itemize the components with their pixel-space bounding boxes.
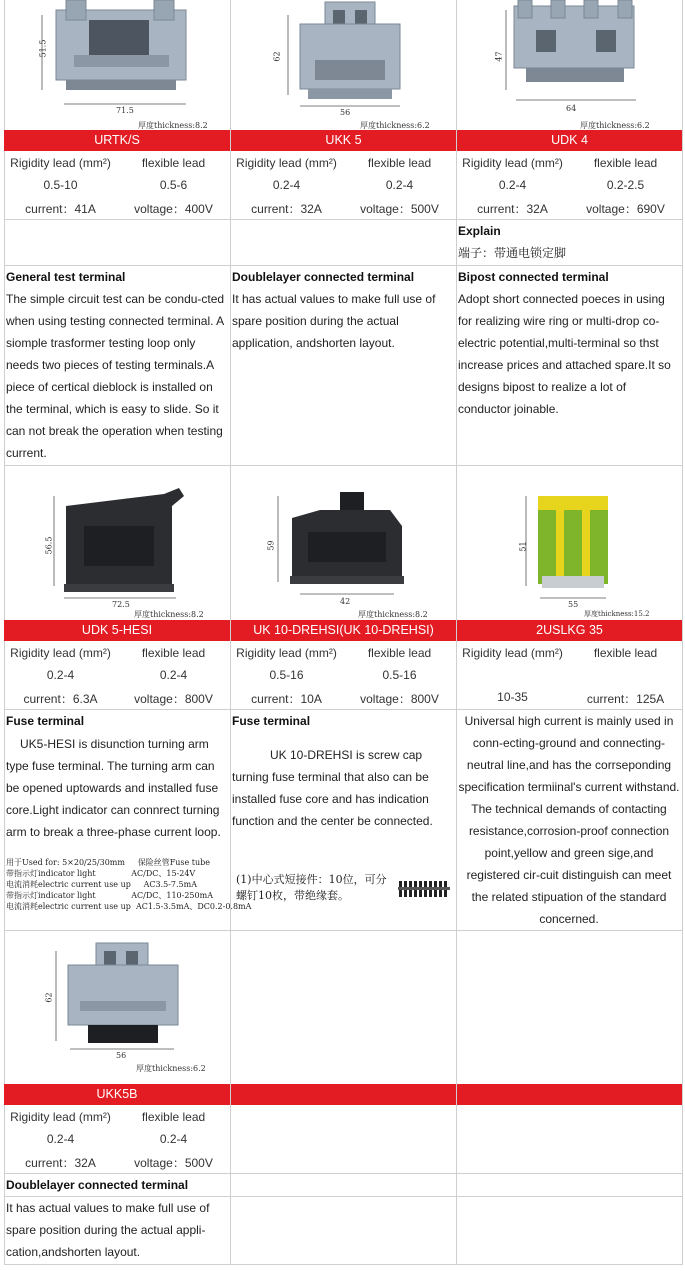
product-image-udk4 bbox=[456, 0, 682, 130]
height-dimension: 56.5 bbox=[44, 536, 54, 555]
voltage-rating: voltage：800V bbox=[134, 692, 213, 706]
rigid-lead-value: 0.2-4 bbox=[46, 1132, 75, 1146]
thickness-label: 厚度thickness:6.2 bbox=[136, 1064, 206, 1073]
flexible-lead-label: flexible lead bbox=[367, 156, 432, 170]
grid-line bbox=[4, 1264, 682, 1265]
product-name-bar: UK 10-DREHSI(UK 10-DREHSI) bbox=[231, 620, 456, 641]
voltage-rating: voltage：800V bbox=[360, 692, 439, 706]
height-dimension: 62 bbox=[272, 51, 282, 62]
description: It has actual values to make full use of spare position during the actual appli-cation,andshorten layout. bbox=[6, 1201, 210, 1259]
terminal-illustration bbox=[4, 466, 230, 620]
product-image-udk5-hesi bbox=[4, 466, 230, 620]
thickness-label: 厚度thickness:8.2 bbox=[134, 610, 204, 619]
current-rating: current：6.3A bbox=[23, 692, 98, 706]
explain-label: Explain bbox=[458, 224, 501, 238]
flexible-lead-label: flexible lead bbox=[593, 156, 658, 170]
description: Universal high current is mainly used in conn-ecting-ground and connecting-neutral line,and has the corrseponding specification termiinal's current withstand. The technical demands of contacting resistance,corrosion-proof connection point,yellow and green sige,and registered cir-cuit distinguish can meet the related stipuation of the standard concerned. bbox=[458, 714, 680, 926]
product-name-bar: UDK 5-HESI bbox=[4, 620, 230, 641]
flexible-lead-label: flexible lead bbox=[593, 646, 658, 660]
voltage-rating: voltage：500V bbox=[134, 1156, 213, 1170]
product-image-2uslkg35 bbox=[456, 466, 682, 620]
product-name-bar: UDK 4 bbox=[457, 130, 682, 151]
fuse-notes: (1)中心式短接件：10位，可分螺钉10枚，带绝缘套。 bbox=[236, 873, 387, 902]
flexible-lead-label: flexible lead bbox=[141, 646, 206, 660]
empty-red-bar bbox=[457, 1084, 682, 1105]
current-rating: current：32A bbox=[477, 202, 548, 216]
height-dimension: 47 bbox=[494, 51, 504, 62]
rigid-lead-label: Rigidity lead (mm²) bbox=[10, 1110, 111, 1124]
section-title: Doublelayer connected terminal bbox=[232, 270, 415, 284]
rigid-lead-value: 0.2-4 bbox=[46, 668, 75, 682]
width-dimension: 72.5 bbox=[112, 600, 130, 609]
thickness-label: 厚度thickness:15.2 bbox=[584, 610, 650, 618]
height-dimension: 62 bbox=[44, 992, 54, 1003]
rigid-lead-label: Rigidity lead (mm²) bbox=[10, 646, 111, 660]
empty-red-bar bbox=[231, 1084, 456, 1105]
grid-line bbox=[4, 265, 682, 266]
section-title: Fuse terminal bbox=[232, 714, 311, 728]
height-dimension: 51.5 bbox=[38, 39, 48, 58]
rigid-lead-value: 0.2-4 bbox=[498, 178, 527, 192]
connector-strip-icon bbox=[398, 878, 452, 903]
rigid-lead-value: 10-35 bbox=[497, 690, 528, 704]
terminal-illustration bbox=[4, 931, 230, 1083]
description: It has actual values to make full use of spare position during the actual application, andshorten layout. bbox=[232, 292, 436, 350]
width-dimension: 64 bbox=[566, 104, 577, 113]
rigid-lead-label: Rigidity lead (mm²) bbox=[236, 646, 337, 660]
section-title: Bipost connected terminal bbox=[458, 270, 609, 284]
description: The simple circuit test can be condu-cted when using testing connected terminal. A siomple trasformer testing loop only needs two pieces of testing terminals.A piece of certical dieblock is installed on the terminal, which is easy to slide. So it can not break the operation when testing current. bbox=[6, 292, 225, 460]
flexible-lead-value: 0.2-4 bbox=[159, 1132, 188, 1146]
rigid-lead-label: Rigidity lead (mm²) bbox=[236, 156, 337, 170]
height-dimension: 51 bbox=[518, 541, 528, 552]
product-name-bar: 2USLKG 35 bbox=[457, 620, 682, 641]
flexible-lead-value: 0.5-6 bbox=[159, 178, 188, 192]
flexible-lead-label: flexible lead bbox=[141, 156, 206, 170]
current-rating: current：41A bbox=[25, 202, 96, 216]
width-dimension: 56 bbox=[116, 1051, 127, 1060]
grid-line bbox=[4, 1173, 682, 1174]
current-rating: current：10A bbox=[251, 692, 322, 706]
width-dimension: 42 bbox=[340, 597, 351, 606]
product-image-ukk5 bbox=[230, 0, 456, 130]
product-image-uk10-drehsi bbox=[230, 466, 456, 620]
product-name-bar: UKK 5 bbox=[231, 130, 456, 151]
voltage-rating: voltage：400V bbox=[134, 202, 213, 216]
thickness-label: 厚度thickness:8.2 bbox=[138, 121, 208, 130]
product-name-bar: URTK/S bbox=[4, 130, 230, 151]
flexible-lead-value: 0.2-2.5 bbox=[606, 178, 645, 192]
voltage-rating: voltage：690V bbox=[586, 202, 665, 216]
fuse-notes: 用于Used for: 5×20/25/30mm 保险丝管Fuse tube 带指示灯indicator light AC/DC、15-24V 电流消耗electric current use up AC3.5-7.5mA 带指示灯indicator light AC/DC、110-250mA 电流消耗electric current use up AC1.5-3.5mA、DC0.2-0.8mA bbox=[6, 858, 252, 911]
terminal-illustration bbox=[456, 466, 682, 620]
rigid-lead-value: 0.5-10 bbox=[43, 178, 78, 192]
width-dimension: 55 bbox=[568, 600, 579, 609]
thickness-label: 厚度thickness:8.2 bbox=[358, 610, 428, 619]
rigid-lead-label: Rigidity lead (mm²) bbox=[462, 156, 563, 170]
grid-line bbox=[4, 219, 682, 220]
current-rating: current：125A bbox=[586, 692, 665, 706]
description: UK 10-DREHSI is screw cap turning fuse terminal that also can be installed fuse core and has indication function and the center be connected. bbox=[232, 748, 433, 828]
grid-line bbox=[682, 0, 683, 1265]
explain-text: 端子：带通电锁定脚 bbox=[458, 246, 567, 260]
description: Adopt short connected poeces in using for realizing wire ring or multi-drop co-electric potential,multi-terminal so thst increase prices and attached spare.It so designs bipost to realize a lot of conductor joinable. bbox=[458, 292, 671, 416]
voltage-rating: voltage：500V bbox=[360, 202, 439, 216]
product-image-ukk5b bbox=[4, 931, 230, 1083]
section-title: Doublelayer connected terminal bbox=[6, 1178, 189, 1192]
width-dimension: 56 bbox=[340, 108, 351, 117]
width-dimension: 71.5 bbox=[116, 106, 134, 115]
thickness-label: 厚度thickness:6.2 bbox=[580, 121, 650, 130]
section-title: Fuse terminal bbox=[6, 714, 85, 728]
rigid-lead-label: Rigidity lead (mm²) bbox=[10, 156, 111, 170]
flexible-lead-value: 0.2-4 bbox=[159, 668, 188, 682]
current-rating: current：32A bbox=[25, 1156, 96, 1170]
description: UK5-HESI is disunction turning arm type fuse terminal. The turning arm can be opened uptowards and installed fuse core.Light indicator can connrect turning arm to break a three-phase current loop. bbox=[6, 737, 221, 839]
rigid-lead-label: Rigidity lead (mm²) bbox=[462, 646, 563, 660]
flexible-lead-value: 0.5-16 bbox=[382, 668, 417, 682]
thickness-label: 厚度thickness:6.2 bbox=[360, 121, 430, 130]
flexible-lead-label: flexible lead bbox=[367, 646, 432, 660]
product-image-urtks bbox=[4, 0, 230, 130]
flexible-lead-label: flexible lead bbox=[141, 1110, 206, 1124]
current-rating: current：32A bbox=[251, 202, 322, 216]
rigid-lead-value: 0.5-16 bbox=[269, 668, 304, 682]
height-dimension: 59 bbox=[266, 540, 276, 551]
product-name-bar: UKK5B bbox=[4, 1084, 230, 1105]
section-title: General test terminal bbox=[6, 270, 126, 284]
rigid-lead-value: 0.2-4 bbox=[272, 178, 301, 192]
flexible-lead-value: 0.2-4 bbox=[385, 178, 414, 192]
